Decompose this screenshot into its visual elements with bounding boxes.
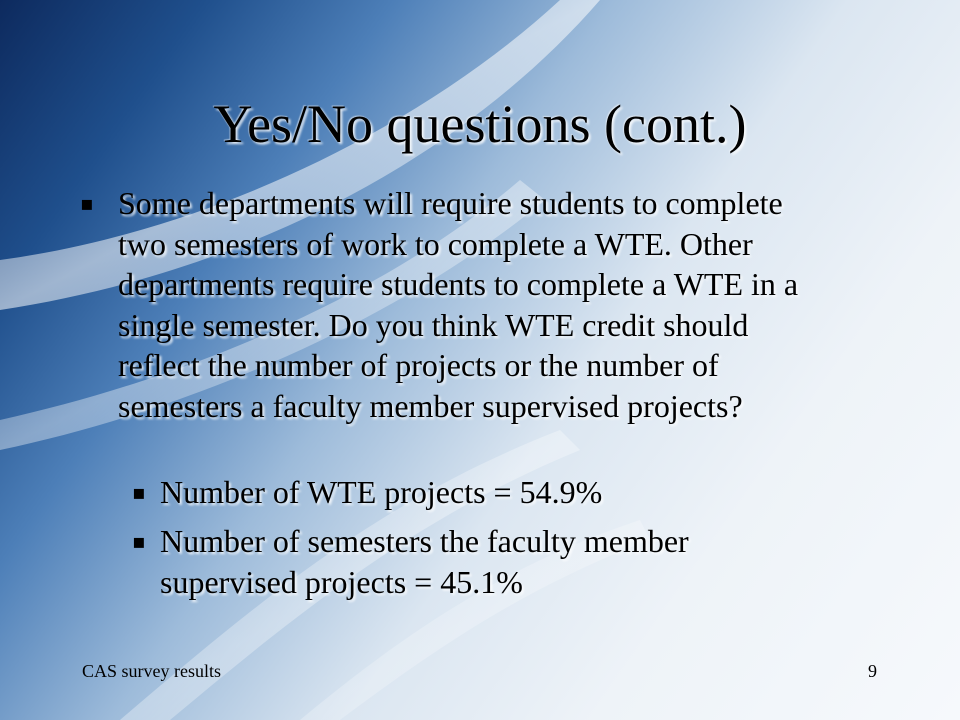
square-bullet-icon: ▪: [80, 191, 94, 215]
main-bullet-text: Some departments will require students to complete two semesters of work to complete a WTE. Other departments require students to complete a WTE in a single semester. Do you think WTE credit should reflect the number of projects or the number of semesters a faculty member supervised projects?: [118, 185, 799, 424]
slide-title: Yes/No questions (cont.): [213, 94, 747, 154]
footer-text: CAS survey results: [82, 661, 221, 681]
sub-bullet-text: Number of WTE projects = 54.9%: [160, 474, 603, 510]
square-bullet-icon: ▪: [132, 529, 146, 553]
main-bullet: [80, 183, 820, 426]
sub-bullet-text: Number of semesters the faculty member supervised projects = 45.1%: [160, 523, 689, 600]
page-number: 9: [868, 661, 877, 681]
sub-bullet: [132, 472, 812, 513]
sub-bullet: [132, 521, 812, 602]
square-bullet-icon: ▪: [132, 480, 146, 504]
